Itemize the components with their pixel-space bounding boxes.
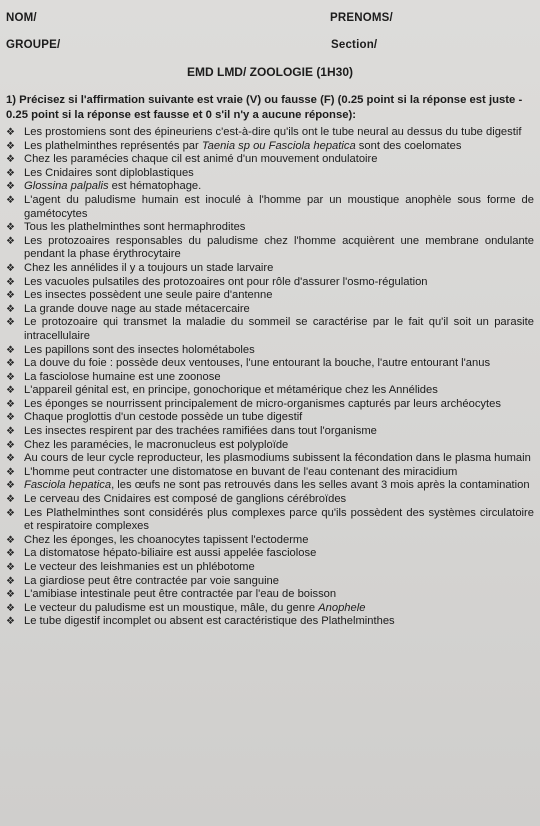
statement-text: Chaque proglottis d'un cestode possède un tube digestif: [24, 411, 303, 424]
diamond-bullet-icon: ❖: [6, 616, 15, 628]
statement-text: Chez les paramécies, le macronucleus est polyploïde: [24, 438, 289, 451]
diamond-bullet-icon: ❖: [6, 140, 15, 152]
statement-text: La fasciolose humaine est une zoonose: [24, 370, 221, 383]
diamond-bullet-icon: ❖: [6, 439, 15, 451]
diamond-bullet-icon: ❖: [6, 453, 15, 465]
diamond-bullet-icon: ❖: [6, 534, 15, 546]
statement-item: [6, 289, 534, 303]
diamond-bullet-icon: ❖: [6, 562, 15, 573]
statement-item: [6, 575, 534, 589]
diamond-bullet-icon: ❖: [6, 589, 15, 601]
diamond-bullet-icon: ❖: [6, 575, 15, 587]
diamond-bullet-icon: ❖: [6, 385, 15, 397]
statement-item: [6, 316, 534, 343]
statement-item: [6, 194, 534, 221]
diamond-bullet-icon: ❖: [6, 317, 15, 329]
statement-text: Fasciola hepatica, les œufs ne sont pas retrouvés dans les selles avant 3 mois après la contamination: [24, 479, 530, 492]
section-label: Section/: [331, 39, 378, 51]
diamond-bullet-icon: ❖: [6, 154, 15, 166]
statement-item: [6, 534, 534, 548]
statement-item: [6, 547, 534, 561]
diamond-bullet-icon: ❖: [6, 358, 15, 370]
statement-text: Les Cnidaires sont diploblastiques: [24, 166, 194, 179]
statement-text: Tous les plathelminthes sont hermaphrodites: [24, 221, 246, 234]
statement-text: Les vacuoles pulsatiles des protozoaires ont pour rôle d'assurer l'osmo-régulation: [24, 275, 428, 288]
statement-text: Le vecteur du paludisme est un moustique, mâle, du genre Anophele: [24, 601, 366, 614]
statement-text: L'homme peut contracter une distomatose en buvant de l'eau contenant des miracidium: [24, 465, 458, 478]
statement-item: [6, 344, 534, 358]
statement-text: Le vecteur des leishmanies est un phlébotome: [24, 561, 255, 573]
statement-text: Les insectes respirent par des trachées ramifiées dans tout l'organisme: [24, 425, 377, 438]
statement-list: [6, 126, 534, 629]
statement-item: [6, 371, 534, 385]
diamond-bullet-icon: ❖: [6, 290, 15, 302]
diamond-bullet-icon: ❖: [6, 602, 15, 614]
statement-item: [6, 262, 534, 276]
statement-text: Chez les annélides il y a toujours un stade larvaire: [24, 261, 274, 274]
question-instructions: 1) Précisez si l'affirmation suivante est vraie (V) ou fausse (F) (0.25 point si la réponse est juste - 0.25 point si la réponse est fausse et 0 s'il n'y a aucune réponse):: [6, 94, 523, 121]
statement-item: [6, 615, 534, 629]
statement-text: Les plathelminthes représentés par Taenia sp ou Fasciola hepatica sont des coelomates: [24, 139, 462, 152]
statement-item: [6, 180, 534, 194]
diamond-bullet-icon: ❖: [6, 194, 15, 206]
statement-text: Les papillons sont des insectes holométaboles: [24, 343, 255, 356]
diamond-bullet-icon: ❖: [6, 344, 15, 356]
nom-label: NOM/: [6, 12, 37, 24]
statement-text: Le tube digestif incomplet ou absent est caractéristique des Plathelminthes: [24, 615, 395, 628]
diamond-bullet-icon: ❖: [6, 494, 15, 506]
statement-item: [6, 126, 534, 140]
statement-text: Chez les paramécies chaque cil est animé d'un mouvement ondulatoire: [24, 153, 378, 166]
diamond-bullet-icon: ❖: [6, 262, 15, 274]
statement-text: Les protozoaires responsables du paludisme chez l'homme acquièrent une membrane ondulante pendant la phase érythrocytaire: [24, 234, 534, 261]
exam-title: EMD LMD/ ZOOLOGIE (1H30): [186, 65, 353, 79]
statement-text: L'amibiase intestinale peut être contractée par l'eau de boisson: [24, 588, 337, 601]
statement-item: [6, 411, 534, 425]
statement-text: La giardiose peut être contractée par voie sanguine: [24, 574, 279, 587]
diamond-bullet-icon: ❖: [6, 426, 15, 438]
statement-item: [6, 588, 534, 602]
diamond-bullet-icon: ❖: [6, 371, 15, 383]
diamond-bullet-icon: ❖: [6, 548, 15, 560]
statement-text: L'agent du paludisme humain est inoculé à l'homme par un moustique anophèle sous forme de gamétocytes: [24, 193, 534, 220]
statement-text: Le cerveau des Cnidaires est composé de ganglions cérébroïdes: [24, 493, 347, 506]
diamond-bullet-icon: ❖: [6, 276, 15, 288]
statement-item: [6, 276, 534, 290]
diamond-bullet-icon: ❖: [6, 303, 15, 315]
statement-text: La douve du foie : possède deux ventouses, l'une entourant la bouche, l'autre entourant l'anus: [24, 357, 491, 370]
statement-item: [6, 235, 534, 262]
statement-item: [6, 493, 534, 507]
statement-text: Les prostomiens sont des épineuriens c'est-à-dire qu'ils ont le tube neural au dessus du tube digestif: [24, 126, 522, 138]
diamond-bullet-icon: ❖: [6, 480, 15, 492]
diamond-bullet-icon: ❖: [6, 466, 15, 478]
statement-text: La grande douve nage au stade métacercaire: [24, 302, 250, 315]
statement-item: [6, 561, 534, 575]
statement-item: [6, 479, 534, 493]
diamond-bullet-icon: ❖: [6, 398, 15, 410]
diamond-bullet-icon: ❖: [6, 127, 15, 138]
groupe-label: GROUPE/: [6, 39, 61, 51]
statement-text: Le protozoaire qui transmet la maladie du sommeil se caractérise par le fait qu'il soit un parasite intracellulaire: [24, 316, 534, 342]
statement-text: Les insectes possèdent une seule paire d'antenne: [24, 289, 273, 302]
diamond-bullet-icon: ❖: [6, 412, 15, 424]
statement-item: [6, 602, 534, 616]
diamond-bullet-icon: ❖: [6, 167, 15, 179]
prenoms-label: PRENOMS/: [330, 12, 393, 24]
statement-item: [6, 398, 534, 412]
statement-item: [6, 357, 534, 371]
statement-item: [6, 167, 534, 181]
statement-item: [6, 221, 534, 235]
diamond-bullet-icon: ❖: [6, 507, 15, 519]
statement-item: [6, 439, 534, 453]
statement-item: [6, 303, 534, 317]
statement-text: L'appareil génital est, en principe, gonochorique et métamérique chez les Annélides: [24, 384, 438, 397]
statement-item: [6, 452, 534, 466]
statement-item: [6, 153, 534, 167]
statement-item: [6, 425, 534, 439]
statement-text: Les Plathelminthes sont considérés plus complexes parce qu'ils possèdent des systèmes circulatoire et respiratoire complexes: [24, 506, 534, 533]
statement-text: Les éponges se nourrissent principalement de micro-organismes capturés par leurs archéocytes: [24, 397, 501, 410]
statement-text: Au cours de leur cycle reproducteur, les plasmodiums subissent la fécondation dans le plasma humain: [24, 452, 531, 465]
statement-text: La distomatose hépato-biliaire est aussi appelée fasciolose: [24, 547, 317, 560]
statement-text: Chez les éponges, les choanocytes tapissent l'ectoderme: [24, 533, 309, 546]
statement-item: [6, 384, 534, 398]
statement-item: [6, 466, 534, 480]
diamond-bullet-icon: ❖: [6, 235, 15, 247]
diamond-bullet-icon: ❖: [6, 181, 15, 193]
statement-text: Glossina palpalis est hématophage.: [24, 180, 202, 193]
statement-item: [6, 507, 534, 534]
diamond-bullet-icon: ❖: [6, 222, 15, 234]
statement-item: [6, 140, 534, 154]
